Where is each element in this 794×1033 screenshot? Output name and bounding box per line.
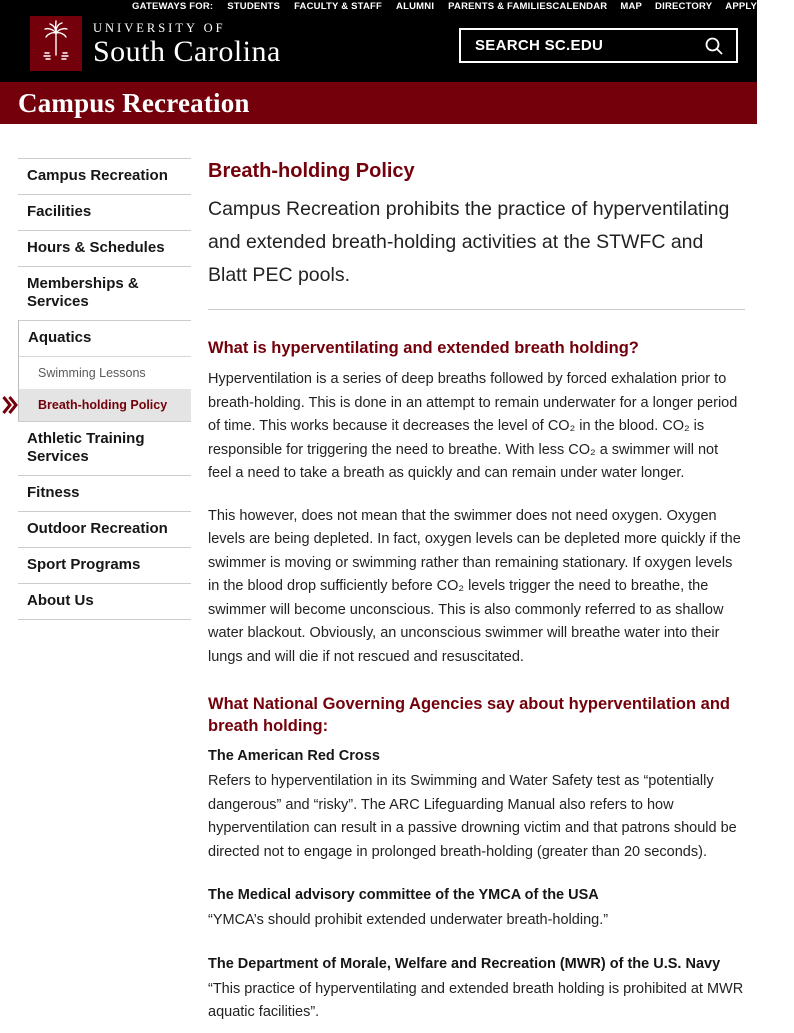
utility-links xyxy=(552,1,793,13)
university-of-label: UNIVERSITY OF xyxy=(93,21,226,35)
entry-text-ymca: “YMCA’s should prohibit extended underwater breath-holding.” xyxy=(208,912,609,928)
gateway-link-faculty-staff[interactable]: FACULTY & STAFF xyxy=(294,1,383,12)
university-wordmark[interactable] xyxy=(93,16,281,68)
intro-divider xyxy=(208,309,745,310)
campus-recreation-site-title[interactable]: Campus Recreation xyxy=(18,87,250,118)
section1-paragraph-1: Hyperventilation is a series of deep breaths followed by forced exhalation prior to breath-holding. This is done in an attempt to remain underwater for a longer period of time. This works because it decreases the level of CO₂ in the blood. CO₂ is responsible for triggering the need to breathe. With less CO₂ a swimmer will not feel a need to take a breath as quickly and can remain under water longer. xyxy=(208,371,738,481)
main-content xyxy=(208,158,745,1025)
entry-title-american-red-cross: The American Red Cross xyxy=(208,748,380,764)
section1-heading: What is hyperventilating and extended breath holding? xyxy=(208,339,639,357)
gateway-link-alumni[interactable]: ALUMNI xyxy=(396,1,435,12)
entry-text-us-navy-mwr: “This practice of hyperventilating and extended breath holding is prohibited at MWR aquatic facilities”. xyxy=(208,980,744,1020)
entry-title-ymca: The Medical advisory committee of the YMCA of the USA xyxy=(208,887,599,903)
sidebar-subitem-breath-holding-policy[interactable] xyxy=(19,389,191,421)
gateway-link-row xyxy=(132,0,794,13)
sidebar-item-aquatics[interactable]: Aquatics xyxy=(19,320,191,356)
gateway-link-students[interactable]: STUDENTS xyxy=(227,1,281,12)
sidebar-item-athletic-training-services[interactable]: Athletic Training Services xyxy=(18,421,191,475)
page-title: Breath-holding Policy xyxy=(208,160,415,182)
sidebar-item-outdoor-recreation[interactable]: Outdoor Recreation xyxy=(18,511,191,547)
gateway-link-parents-families[interactable]: PARENTS & FAMILIES xyxy=(448,1,553,12)
active-page-arrow-icon xyxy=(2,395,17,415)
university-brand xyxy=(30,16,281,71)
search-label: SEARCH SC.EDU xyxy=(475,37,604,54)
south-carolina-label: South Carolina xyxy=(93,35,281,68)
section1-paragraph-2: This however, does not mean that the swimmer does not need oxygen. Oxygen levels are being depleted. In fact, oxygen levels can be depleted more quickly if the swimmer is moving or swimming rather than remaining stationary. If oxygen levels in the blood drop sufficiently before CO₂ levels trigger the need to breathe, the swimmer will become unconscious. This is also commonly referred to as shallow water blackout. Obviously, an unconscious swimmer will breathe water into their lungs and will die if not rescued and resuscitated. xyxy=(208,507,741,665)
utility-link-apply[interactable]: APPLY xyxy=(725,1,758,12)
sidebar-item-fitness[interactable]: Fitness xyxy=(18,475,191,511)
magnifier-icon[interactable] xyxy=(704,36,724,56)
palmetto-tree-icon xyxy=(36,19,76,68)
utility-link-map[interactable]: MAP xyxy=(620,1,643,12)
sidebar-item-sport-programs[interactable]: Sport Programs xyxy=(18,547,191,583)
gateways-for-label: GATEWAYS FOR: xyxy=(132,1,214,12)
gateway-links xyxy=(132,1,552,13)
entry-text-american-red-cross: Refers to hyperventilation in its Swimming and Water Safety test as “potentially dangerous” and “risky”. The ARC Lifeguarding Manual also refers to how hyperventilation can result in a passive drowning victim and that patrons should be directed not to engage in prolonged breath-holding (greater than 20 seconds). xyxy=(208,773,737,860)
sidebar-item-hours-schedules[interactable]: Hours & Schedules xyxy=(18,230,191,266)
lead-paragraph: Campus Recreation prohibits the practice of hyperventilating and extended breath-holding activities at the STWFC and Blatt PEC pools. xyxy=(208,198,730,286)
sidebar-item-facilities[interactable]: Facilities xyxy=(18,194,191,230)
sidebar-aquatics-group xyxy=(18,320,191,421)
utility-link-calendar[interactable]: CALENDAR xyxy=(552,1,608,12)
site-header xyxy=(0,0,794,82)
section2-heading: What National Governing Agencies say about hyperventilation and breath holding: xyxy=(208,695,730,735)
sidebar-nav xyxy=(18,158,191,1025)
sidebar-subitem-label: Breath-holding Policy xyxy=(38,398,168,412)
sidebar-item-campus-recreation[interactable]: Campus Recreation xyxy=(18,158,191,194)
sidebar-subitem-swimming-lessons[interactable]: Swimming Lessons xyxy=(19,356,191,389)
utility-link-give[interactable]: GIVE xyxy=(770,1,794,12)
entry-title-us-navy-mwr: The Department of Morale, Welfare and Recreation (MWR) of the U.S. Navy xyxy=(208,955,721,972)
sidebar-item-memberships-services[interactable]: Memberships & Services xyxy=(18,266,191,320)
site-section-banner xyxy=(0,82,757,124)
sidebar-bottom-divider xyxy=(18,619,191,620)
sidebar-item-about-us[interactable]: About Us xyxy=(18,583,191,619)
utility-link-directory[interactable]: DIRECTORY xyxy=(655,1,713,12)
content-area xyxy=(0,124,757,1033)
usc-logo[interactable] xyxy=(30,16,82,71)
search-sc-edu-box[interactable] xyxy=(459,28,738,63)
